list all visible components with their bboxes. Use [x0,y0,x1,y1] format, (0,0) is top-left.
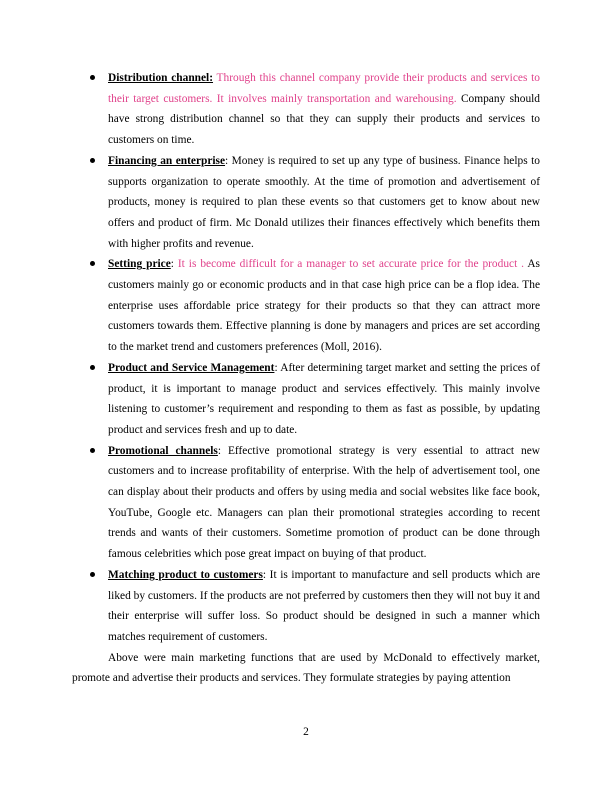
page-content [72,68,540,689]
item-text: Company should have strong distribution channel so that they can supply their products and services to customers on time. [108,92,540,147]
list-item-matching-product-to-customers [72,565,540,648]
list-item-product-and-service-management [72,358,540,441]
item-term: Matching product to customers [108,568,263,581]
item-term: Distribution channel: [108,72,214,84]
list-item-distribution-channel [72,68,540,151]
item-text: : Effective promotional strategy is very essential to attract new customers and to increase profitability of enterprise. With the help of advertisement tool, one can display about their products and offers by using media and social websites like face book, YouTube, Google etc. Managers can plan their promotional strategies according to recent trends and wants of their customers. Sometime promotion of product can be done through famous celebrities which pose great impact on buying of that product. [108,444,540,561]
list-item-promotional-channels [72,441,540,565]
bullet-icon [90,75,95,80]
list-item-setting-price [72,254,540,358]
item-after-term: : [170,258,178,271]
item-highlight-text: Through this channel company provide their products and services to their target customers. It involves mainly transportation and warehousing. [108,72,540,105]
item-term: Promotional channels [108,444,218,457]
bullet-icon [90,261,95,266]
item-text: As customers mainly go or economic products and in that case high price can be a flop idea. The enterprise uses affordable price strategy for their products so that they can attract more customers towards them. Effective planning is done by managers and prices are set according to the market trend and customers preferences (Moll, 2016). [108,258,540,354]
bullet-icon [90,572,95,577]
list-item-financing-an-enterprise [72,151,540,255]
closing-paragraph: Above were main marketing functions that are used by McDonald to effectively market, promote and advertise their products and services. They formulate strategies by paying attention [72,651,540,685]
bullet-icon [90,158,95,163]
item-text: : Money is required to set up any type of business. Finance helps to supports organization to operate smoothly. At the time of promotion and advertisement of products, money is required to plan these events so that customers get to know about new offers and product of firm. Mc Donald utilizes their finances effectively which benefits them with higher profits and revenue. [108,154,540,250]
item-text: : It is important to manufacture and sell products which are liked by customers. If the products are not preferred by customers then they will not buy it and their enterprise will suffer loss. So product should be designed in such a manner which matches requirement of customers. [108,568,540,643]
item-highlight-text: It is become difficult for a manager to set accurate price for the product . [177,258,525,271]
bullet-icon [90,365,95,370]
bullet-icon [90,448,95,453]
item-text: : After determining target market and setting the prices of product, it is important to manage product and services effectively. This mainly involve listening to customer’s requirement and responding to them as fast as possible, by updating product and services fresh and up to date. [108,361,540,436]
item-term: Setting price [108,258,171,271]
item-term: Product and Service Management [108,361,275,374]
marketing-functions-list [72,68,540,648]
item-term: Financing an enterprise [108,154,226,167]
page-number: 2 [303,726,309,738]
